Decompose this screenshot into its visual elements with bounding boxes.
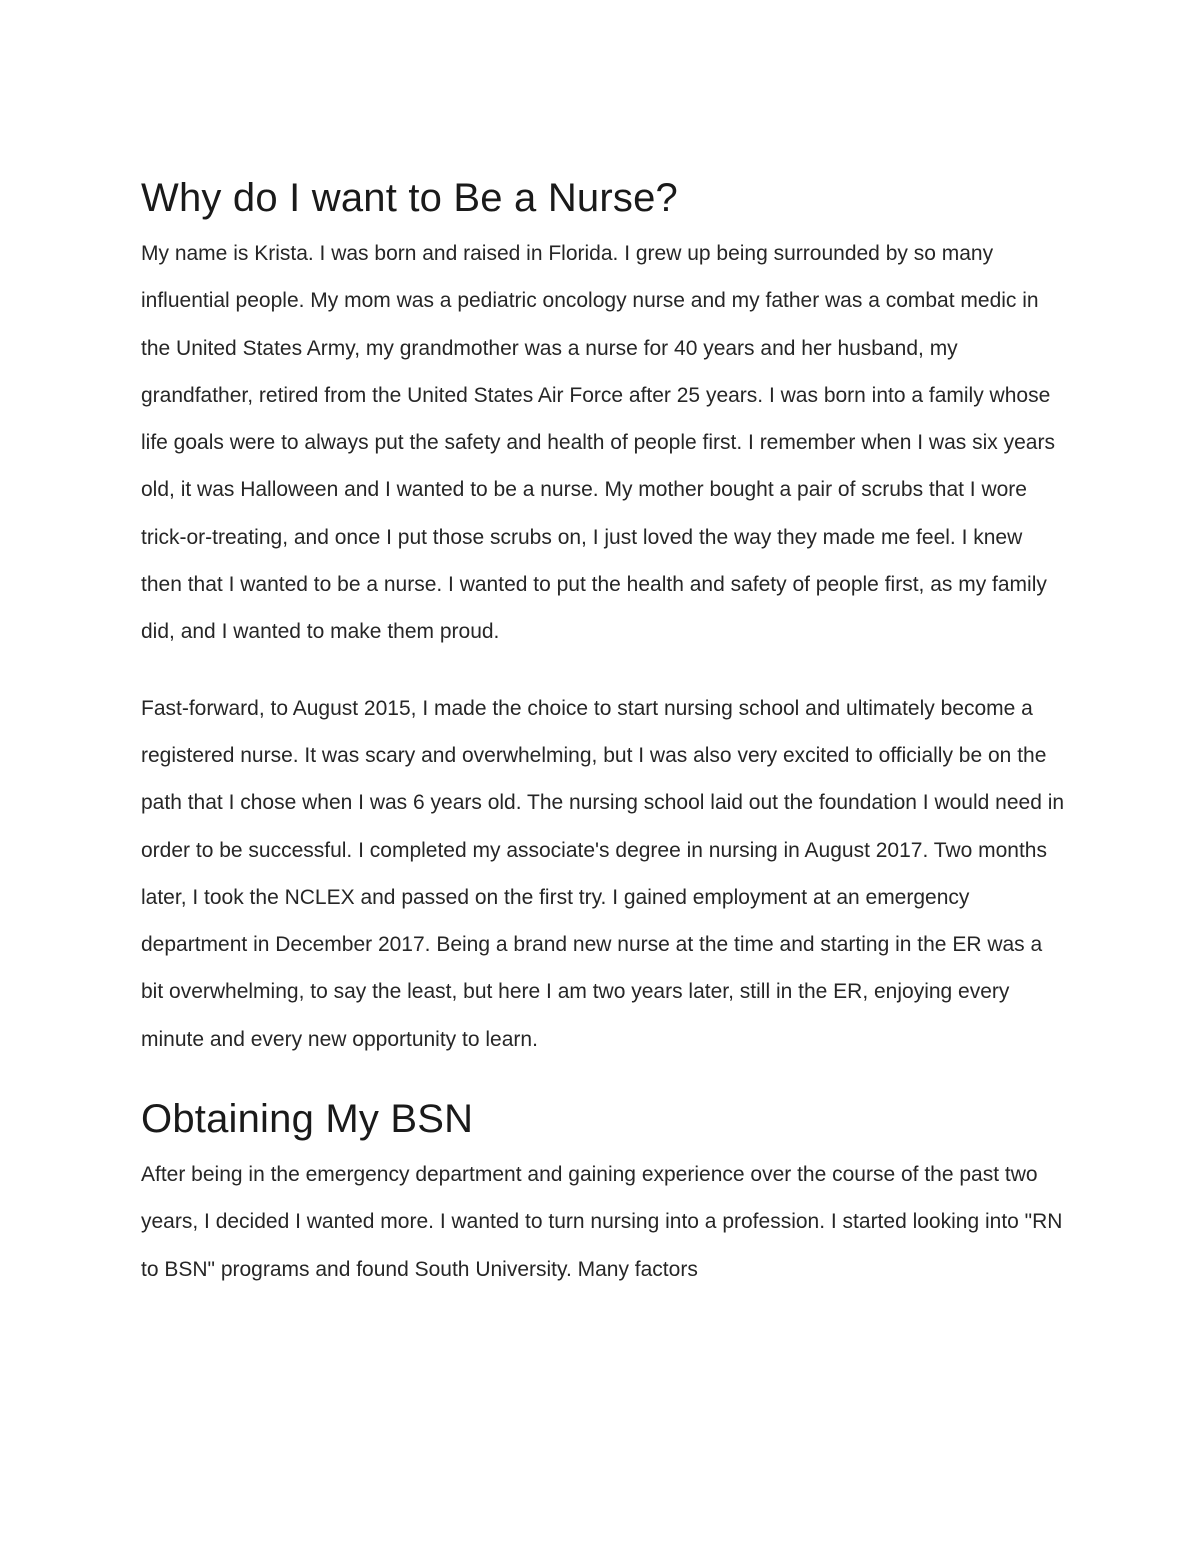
paragraph-nursing-school: Fast-forward, to August 2015, I made the choice to start nursing school and ultimately become a registered nurse. It was scary and overwhelming, but I was also very excited to officially be on the path that I chose when I was 6 years old. The nursing school laid out the foundation I would need in order to be successful. I completed my associate's degree in nursing in August 2017. Two months later, I took the NCLEX and passed on the first try. I gained employment at an emergency department in December 2017. Being a brand new nurse at the time and starting in the ER was a bit overwhelming, to say the least, but here I am two years later, still in the ER, enjoying every minute and every new opportunity to learn. bbox=[141, 696, 1065, 1051]
paragraph-background: My name is Krista. I was born and raised in Florida. I grew up being surrounded by so many influential people. My mom was a pediatric oncology nurse and my father was a combat medic in the United States Army, my grandmother was a nurse for 40 years and her husband, my grandfather, retired from the United States Air Force after 25 years. I was born into a family whose life goals were to always put the safety and health of people first. I remember when I was six years old, it was Halloween and I wanted to be a nurse. My mother bought a pair of scrubs that I wore trick-or-treating, and once I put those scrubs on, I just loved the way they made me feel. I knew then that I wanted to be a nurse. I wanted to put the health and safety of people first, as my family did, and I wanted to make them proud. bbox=[141, 242, 1055, 644]
document-content bbox=[141, 166, 1066, 1293]
section-heading-why-nurse: Why do I want to Be a Nurse? bbox=[141, 176, 678, 220]
paragraph-bsn: After being in the emergency department and gaining experience over the course of the past two years, I decided I wanted more. I wanted to turn nursing into a profession. I started looking into "RN to BSN" programs and found South University. Many factors bbox=[141, 1163, 1063, 1281]
section-heading-bsn: Obtaining My BSN bbox=[141, 1097, 474, 1142]
